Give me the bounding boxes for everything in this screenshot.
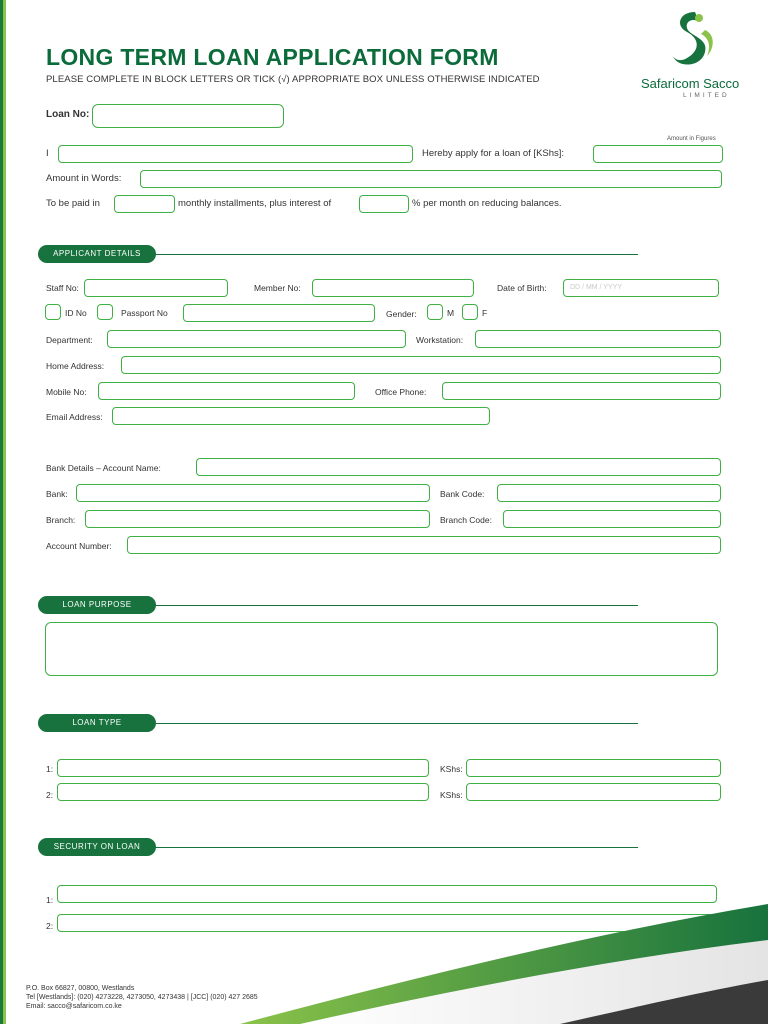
passport-label: Passport No bbox=[121, 308, 168, 318]
account-number-field[interactable] bbox=[127, 536, 721, 554]
dob-label: Date of Birth: bbox=[497, 283, 547, 293]
i-label: I bbox=[46, 148, 49, 159]
staff-no-label: Staff No: bbox=[46, 283, 79, 293]
section-loan-purpose: LOAN PURPOSE bbox=[38, 596, 156, 614]
percent-label: % per month on reducing balances. bbox=[412, 198, 562, 209]
footer-email: Email: sacco@safaricom.co.ke bbox=[26, 1003, 122, 1010]
loan-type-2-kshs-label: KShs: bbox=[440, 790, 463, 800]
loan-type-1-field[interactable] bbox=[57, 759, 429, 777]
amount-in-figures-note: Amount in Figures bbox=[667, 136, 716, 142]
bank-field[interactable] bbox=[76, 484, 430, 502]
branch-field[interactable] bbox=[85, 510, 430, 528]
applicant-name-field[interactable] bbox=[58, 145, 413, 163]
workstation-field[interactable] bbox=[475, 330, 721, 348]
staff-no-field[interactable] bbox=[84, 279, 228, 297]
gender-male-label: M bbox=[447, 308, 455, 318]
loan-amount-field[interactable] bbox=[593, 145, 723, 163]
bank-code-field[interactable] bbox=[497, 484, 721, 502]
sacco-logo-icon bbox=[665, 8, 717, 70]
account-name-label: Bank Details – Account Name: bbox=[46, 463, 161, 473]
section-applicant-details: APPLICANT DETAILS bbox=[38, 245, 156, 263]
amount-words-label: Amount in Words: bbox=[46, 173, 122, 184]
footer-phone: Tel [Westlands]: (020) 4273228, 4273050, 4273438 | [JCC] (020) 427 2685 bbox=[26, 994, 258, 1001]
gender-label: Gender: bbox=[386, 309, 417, 319]
amount-words-field[interactable] bbox=[140, 170, 722, 188]
loan-type-1-kshs-label: KShs: bbox=[440, 764, 463, 774]
interest-field[interactable] bbox=[359, 195, 409, 213]
loan-type-1-amount-field[interactable] bbox=[466, 759, 721, 777]
section-divider bbox=[150, 605, 638, 606]
member-no-field[interactable] bbox=[312, 279, 474, 297]
section-loan-type: LOAN TYPE bbox=[38, 714, 156, 732]
page-title: LONG TERM LOAN APPLICATION FORM bbox=[46, 44, 499, 70]
email-label: Email Address: bbox=[46, 412, 103, 422]
monthly-label: monthly installments, plus interest of bbox=[178, 198, 332, 209]
loan-purpose-field[interactable] bbox=[45, 622, 718, 676]
gender-female-checkbox[interactable] bbox=[462, 304, 478, 320]
email-field[interactable] bbox=[112, 407, 490, 425]
logo-subtitle: LIMITED bbox=[683, 92, 730, 99]
dob-placeholder: DD / MM / YYYY bbox=[570, 284, 622, 291]
section-security-on-loan: SECURITY ON LOAN bbox=[38, 838, 156, 856]
apply-label: Hereby apply for a loan of [KShs]: bbox=[422, 148, 565, 159]
loan-type-2-amount-field[interactable] bbox=[466, 783, 721, 801]
installments-field[interactable] bbox=[114, 195, 175, 213]
section-divider bbox=[150, 847, 638, 848]
security-row1-label: 1: bbox=[46, 895, 54, 905]
section-divider bbox=[150, 723, 638, 724]
home-address-field[interactable] bbox=[121, 356, 721, 374]
left-accent-bar bbox=[0, 0, 6, 1024]
workstation-label: Workstation: bbox=[416, 335, 464, 345]
bank-label: Bank: bbox=[46, 489, 68, 499]
loan-no-field[interactable] bbox=[92, 104, 284, 128]
section-divider bbox=[150, 254, 638, 255]
mobile-no-field[interactable] bbox=[98, 382, 355, 400]
account-number-label: Account Number: bbox=[46, 541, 112, 551]
passport-checkbox[interactable] bbox=[97, 304, 113, 320]
mobile-no-label: Mobile No: bbox=[46, 387, 87, 397]
footer-address: P.O. Box 66827, 00800, Westlands bbox=[26, 985, 135, 992]
gender-female-label: F bbox=[482, 308, 488, 318]
dob-field[interactable] bbox=[563, 279, 719, 297]
home-address-label: Home Address: bbox=[46, 361, 105, 371]
bank-code-label: Bank Code: bbox=[440, 489, 485, 499]
gender-male-checkbox[interactable] bbox=[427, 304, 443, 320]
member-no-label: Member No: bbox=[254, 283, 301, 293]
id-passport-field[interactable] bbox=[183, 304, 375, 322]
loan-type-2-field[interactable] bbox=[57, 783, 429, 801]
loan-type-row2-label: 2: bbox=[46, 790, 54, 800]
branch-code-field[interactable] bbox=[503, 510, 721, 528]
page-subtitle: PLEASE COMPLETE IN BLOCK LETTERS OR TICK (√) APPROPRIATE BOX UNLESS OTHERWISE INDICATED bbox=[46, 74, 540, 85]
security-row2-label: 2: bbox=[46, 921, 54, 931]
office-phone-label: Office Phone: bbox=[375, 387, 427, 397]
id-no-label: ID No bbox=[65, 308, 87, 318]
id-no-checkbox[interactable] bbox=[45, 304, 61, 320]
department-label: Department: bbox=[46, 335, 93, 345]
branch-code-label: Branch Code: bbox=[440, 515, 492, 525]
logo-name: Safaricom Sacco bbox=[641, 76, 740, 91]
paid-in-label: To be paid in bbox=[46, 198, 100, 209]
department-field[interactable] bbox=[107, 330, 406, 348]
branch-label: Branch: bbox=[46, 515, 76, 525]
office-phone-field[interactable] bbox=[442, 382, 721, 400]
loan-no-label: Loan No: bbox=[46, 109, 90, 120]
loan-type-row1-label: 1: bbox=[46, 764, 54, 774]
account-name-field[interactable] bbox=[196, 458, 721, 476]
